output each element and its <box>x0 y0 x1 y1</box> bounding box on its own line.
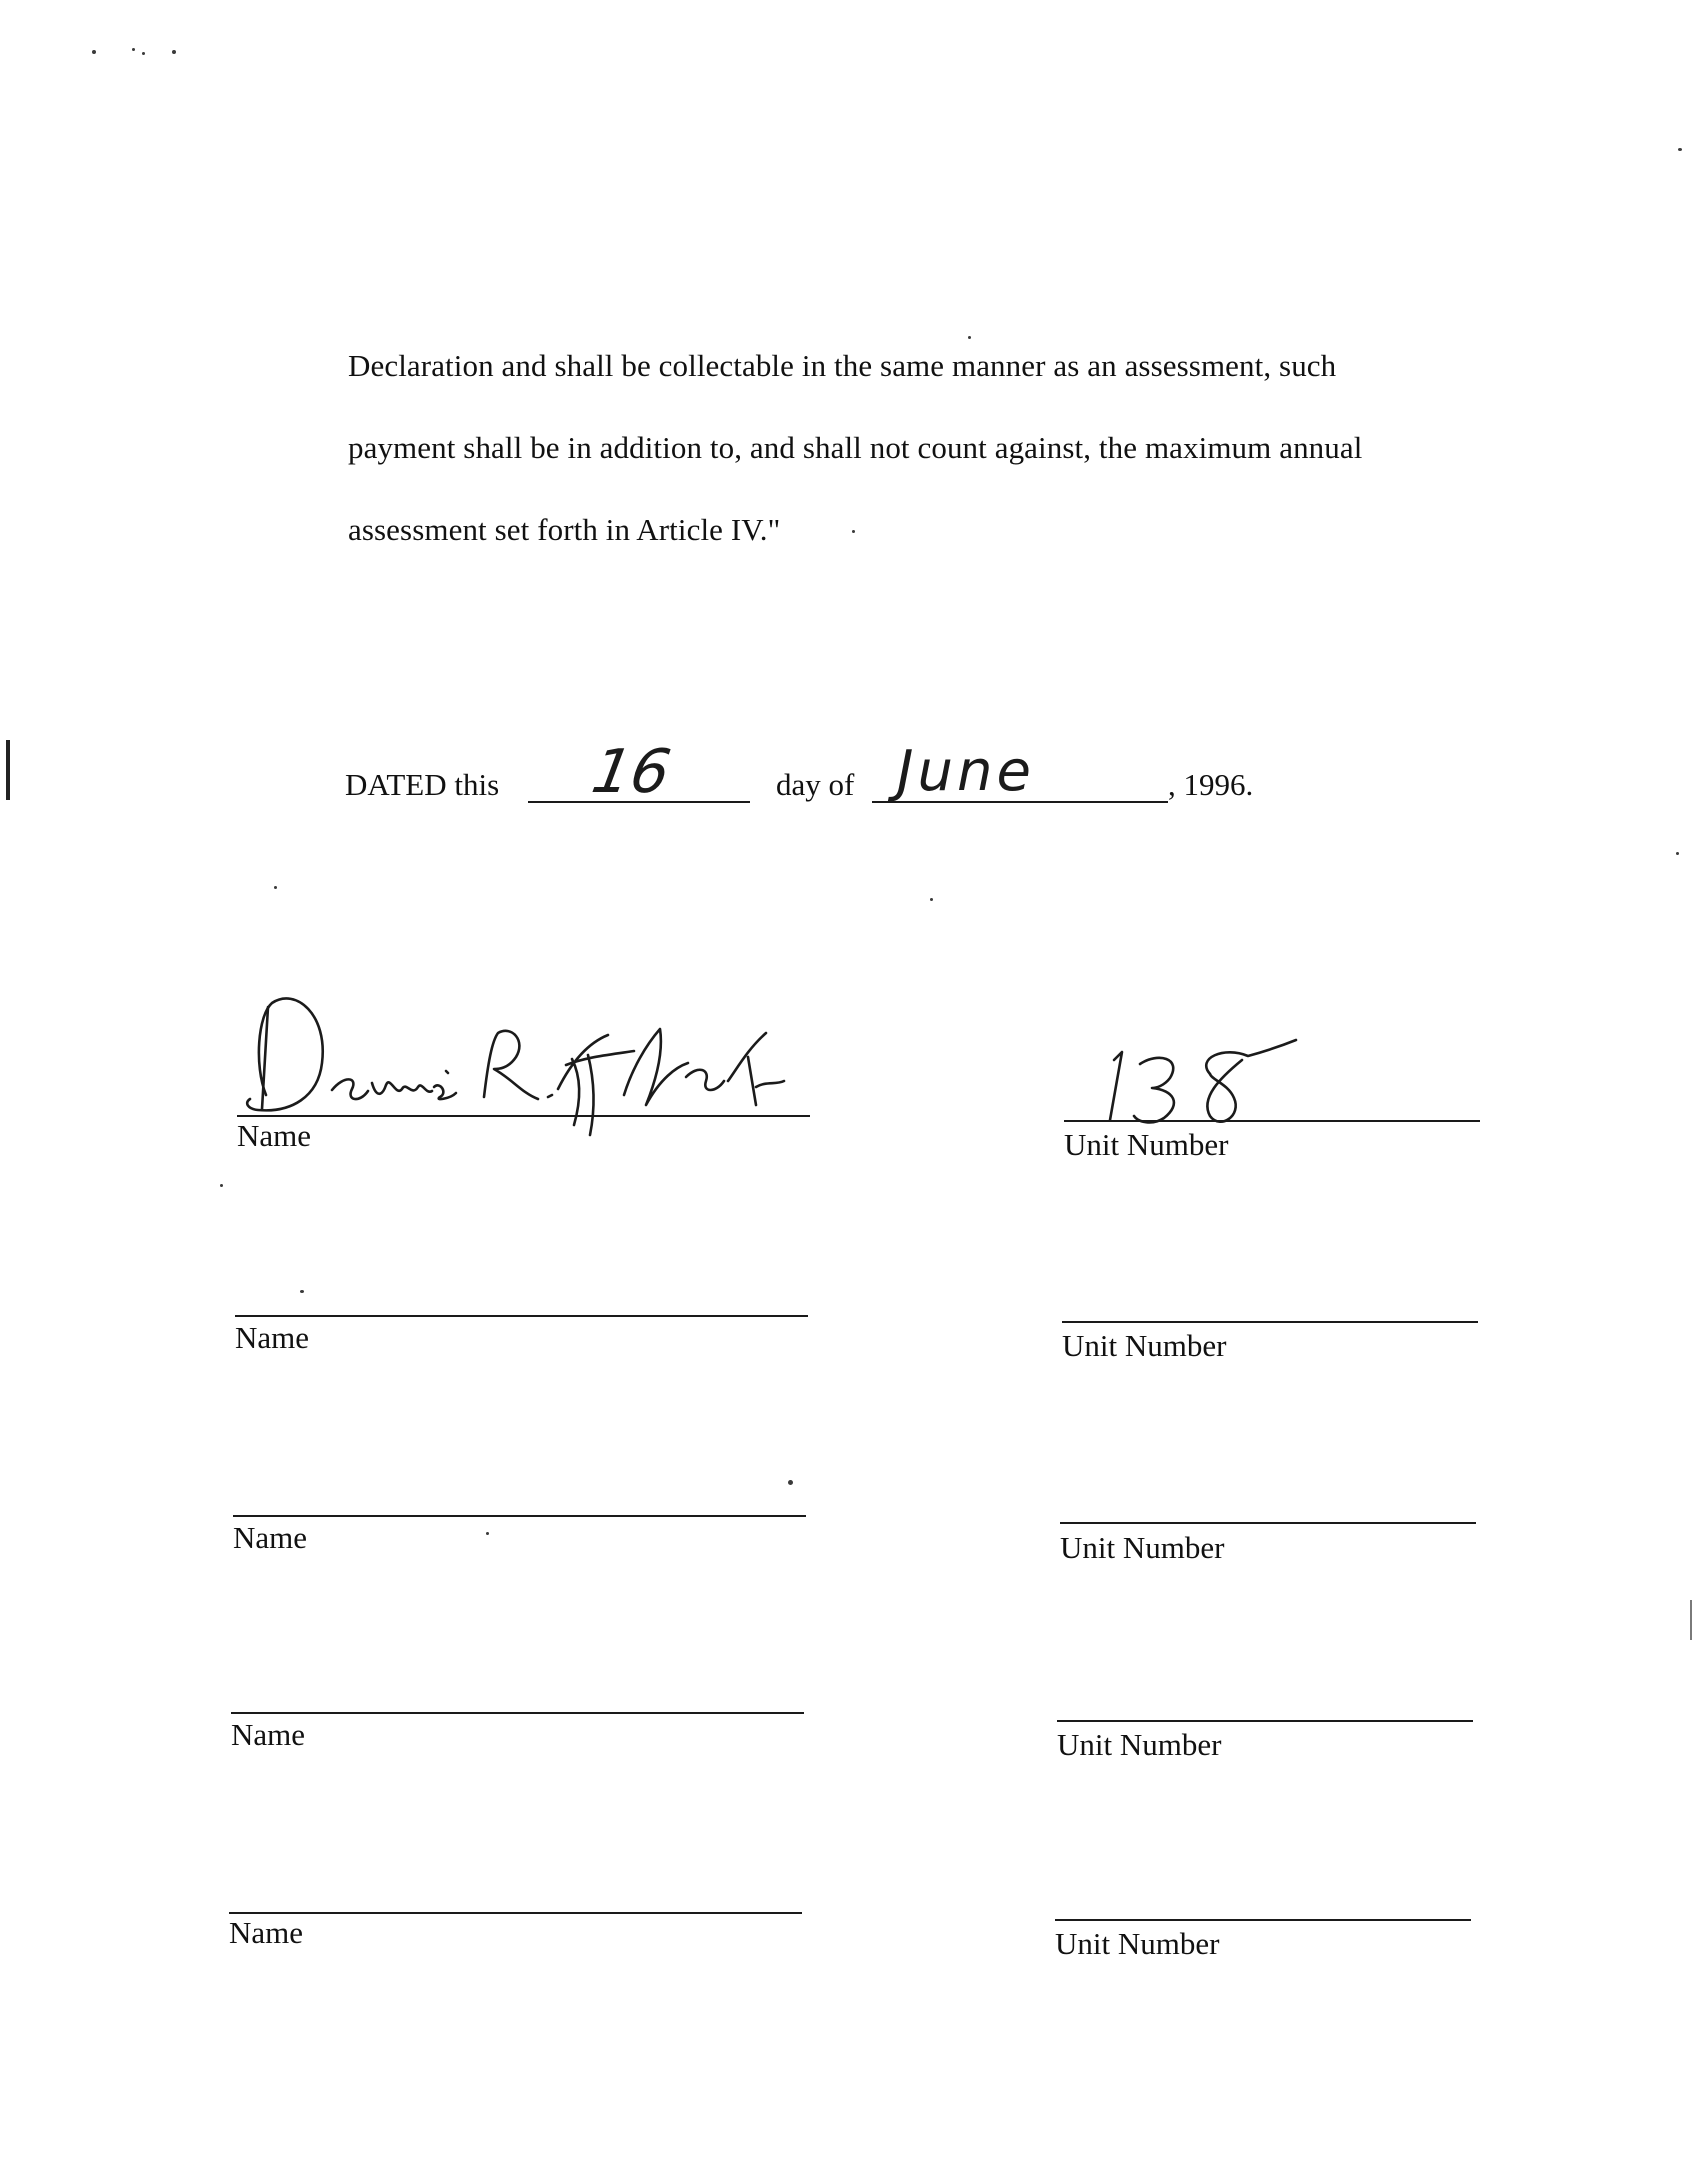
scan-speck <box>852 530 855 533</box>
name-signature-line <box>229 1912 802 1914</box>
name-label: Name <box>229 1915 304 1950</box>
name-signature-line <box>235 1315 808 1317</box>
unit-number-label: Unit Number <box>1062 1328 1227 1363</box>
unit-number-label: Unit Number <box>1057 1727 1222 1762</box>
scan-speck <box>1676 852 1679 855</box>
scan-edge-mark <box>1690 1600 1692 1640</box>
name-label: Name <box>231 1717 306 1752</box>
unit-number-line <box>1057 1720 1473 1722</box>
scan-speck <box>92 50 96 54</box>
scan-speck <box>1678 148 1682 151</box>
unit-number-label: Unit Number <box>1064 1127 1229 1162</box>
name-label: Name <box>233 1520 308 1555</box>
handwritten-signature <box>236 985 796 1145</box>
scan-speck <box>132 48 135 51</box>
paragraph-line-3: assessment set forth in Article IV." <box>348 512 781 547</box>
dated-suffix: , 1996. <box>1168 767 1254 802</box>
paragraph-line-2: payment shall be in addition to, and shall not count against, the maximum annual <box>348 430 1363 465</box>
paragraph-line-1: Declaration and shall be collectable in the same manner as an assessment, such <box>348 348 1337 383</box>
dated-prefix: DATED this <box>345 767 500 802</box>
handwritten-unit-number <box>1100 1038 1300 1128</box>
unit-number-line <box>1062 1321 1478 1323</box>
scan-speck <box>274 886 277 889</box>
dated-line <box>345 737 1345 812</box>
name-signature-line <box>233 1515 806 1517</box>
scan-speck <box>930 898 933 901</box>
dated-middle: day of <box>776 767 855 802</box>
month-handwritten-value: June <box>897 739 1035 804</box>
unit-number-label: Unit Number <box>1055 1926 1220 1961</box>
scan-edge-mark <box>6 740 10 800</box>
scan-speck <box>172 50 176 54</box>
scan-speck <box>142 52 145 55</box>
name-label: Name <box>237 1118 312 1153</box>
scan-speck <box>788 1480 793 1485</box>
scan-speck <box>300 1290 304 1293</box>
unit-number-label: Unit Number <box>1060 1530 1225 1565</box>
scan-speck <box>968 336 971 339</box>
name-label: Name <box>235 1320 310 1355</box>
unit-number-line <box>1060 1522 1476 1524</box>
scan-speck <box>486 1532 489 1535</box>
scan-speck <box>220 1184 223 1187</box>
name-signature-line <box>231 1712 804 1714</box>
unit-number-line <box>1055 1919 1471 1921</box>
day-handwritten-value: 16 <box>586 737 676 807</box>
